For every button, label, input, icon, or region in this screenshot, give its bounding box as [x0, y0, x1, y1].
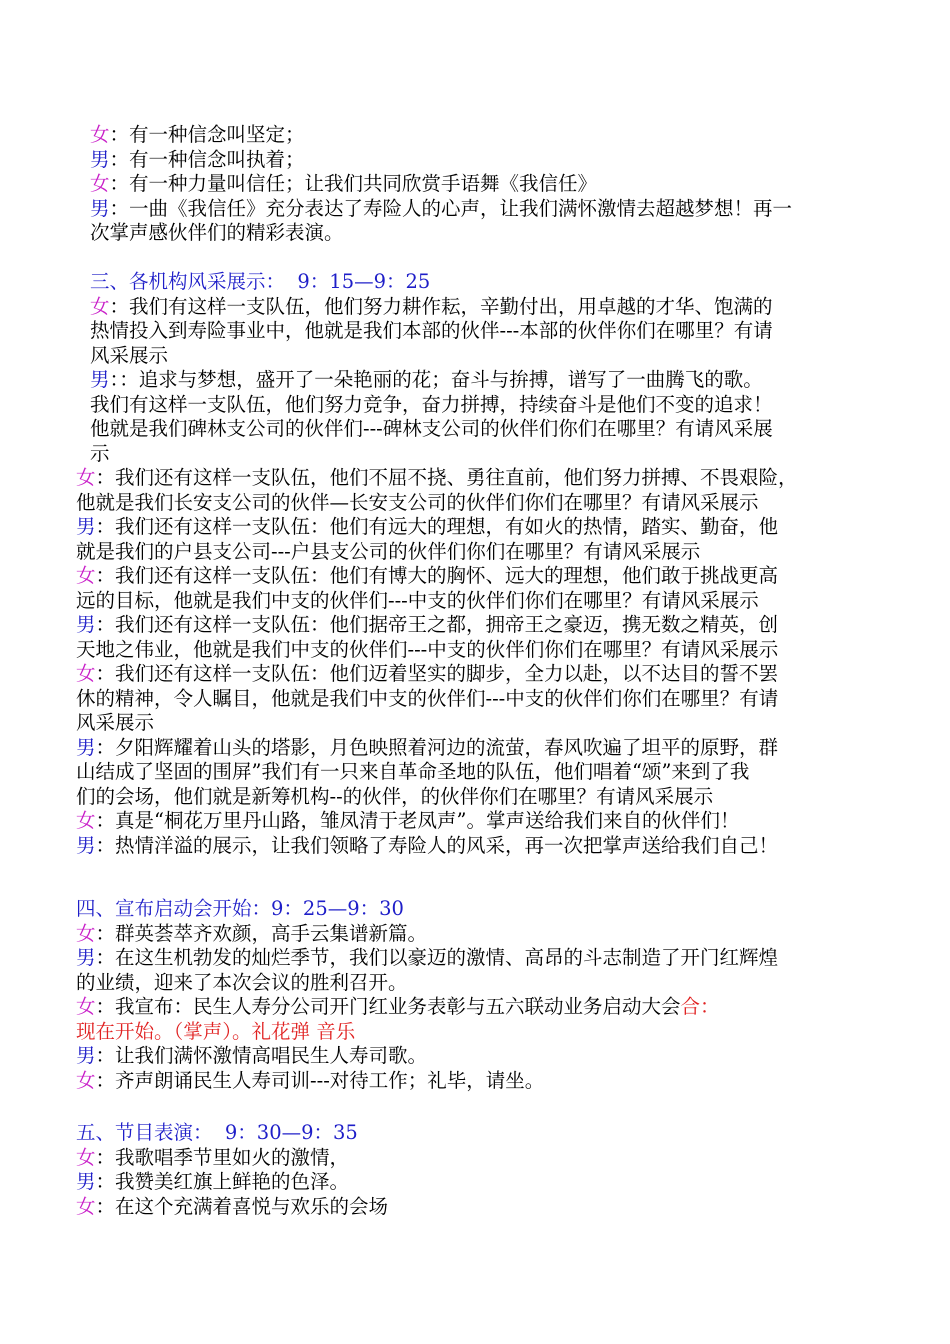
dialogue-line: 就是我们的户县支公司---户县支公司的伙伴们你们在哪里？有请风采展示	[76, 539, 701, 563]
dialogue-line: 女：我们还有这样一支队伍：他们迈着坚实的脚步，全力以赴，以不达目的誓不罢	[76, 662, 779, 685]
dialogue-line: 女：有一种信念叫坚定；	[90, 123, 305, 146]
dialogue-line: 们的会场，他们就是新筹机构--的伙伴，的伙伴你们在哪里？有请风采展示	[76, 784, 714, 808]
dialogue-line: 男：夕阳辉耀着山头的塔影，月色映照着河边的流萤，春风吹遍了坦平的原野，群	[76, 735, 779, 759]
dialogue-line: 男：我赞美红旗上鲜艳的色泽。	[76, 1170, 350, 1193]
dialogue-line: 天地之伟业，他就是我们中支的伙伴们---中支的伙伴们你们在哪里？有请风采展示	[76, 637, 779, 661]
dialogue-line: 我们有这样一支队伍，他们努力竞争，奋力拼搏，持续奋斗是他们不变的追求！	[90, 392, 773, 416]
dialogue-line: 的业绩，迎来了本次会议的胜利召开。	[76, 970, 408, 994]
dialogue-line: 示	[90, 441, 110, 465]
dialogue-line: 女：真是“桐花万里丹山路，雏凤清于老凤声”。掌声送给我们来自的伙伴们！	[76, 809, 740, 832]
dialogue-line: 女：群英荟萃齐欢颜，高手云集谱新篇。	[76, 921, 428, 945]
dialogue-line: 风采展示	[90, 343, 169, 367]
dialogue-line: 女：在这个充满着喜悦与欢乐的会场	[76, 1194, 389, 1218]
dialogue-line: 热情投入到寿险事业中，他就是我们本部的伙伴---本部的伙伴你们在哪里？有请	[90, 319, 773, 342]
dialogue-line: 男：在这生机勃发的灿烂季节，我们以豪迈的激情、高昂的斗志制造了开门红辉煌	[76, 946, 779, 969]
section-4	[76, 897, 950, 1093]
dialogue-line: 女：有一种力量叫信任；让我们共同欣赏手语舞《我信任》	[90, 172, 598, 195]
dialogue-line: 男：我们还有这样一支队伍：他们据帝王之都，拥帝王之豪迈，携无数之精英，创	[76, 613, 779, 636]
section-5	[76, 1121, 950, 1219]
section-heading: 三、各机构风采展示： 9：15—9：25	[90, 270, 431, 293]
dialogue-line: 男：让我们满怀激情高唱民生人寿司歌。	[76, 1044, 428, 1067]
section-3-continued	[76, 466, 950, 858]
section-3	[90, 270, 950, 466]
dialogue-line: 休的精神，令人瞩目，他就是我们中支的伙伴们---中支的伙伴们你们在哪里？有请	[76, 686, 779, 710]
dialogue-line: 女：我们还有这样一支队伍：他们有博大的胸怀、远大的理想，他们敢于挑战更高	[76, 564, 779, 587]
dialogue-line: 男：：追求与梦想，盛开了一朵艳丽的花；奋斗与拚搏，谱写了一曲腾飞的歌。	[90, 368, 763, 391]
dialogue-line: 山结成了坚固的围屏”我们有一只来自革命圣地的队伍，他们唱着“颂”来到了我	[76, 760, 750, 783]
section-heading: 四、宣布启动会开始：9：25—9：30	[76, 897, 404, 920]
dialogue-line: 他就是我们长安支公司的伙伴—长安支公司的伙伴们你们在哪里？有请风采展示	[76, 490, 759, 514]
dialogue-line: 次掌声感伙伴们的精彩表演。	[90, 221, 344, 244]
dialogue-line: 男：我们还有这样一支队伍：他们有远大的理想，有如火的热情，踏实、勤奋，他	[76, 515, 779, 538]
opening-dialogue	[90, 123, 950, 246]
dialogue-line: 男：一曲《我信任》充分表达了寿险人的心声，让我们满怀激情去超越梦想！再一	[90, 196, 793, 220]
dialogue-line: 他就是我们碑林支公司的伙伴们---碑林支公司的伙伴们你们在哪里？有请风采展	[90, 417, 773, 440]
dialogue-line: 女：我宣布：民生人寿分公司开门红业务表彰与五六联动业务启动大会合：	[76, 995, 720, 1018]
dialogue-line: 远的目标，他就是我们中支的伙伴们---中支的伙伴们你们在哪里？有请风采展示	[76, 588, 759, 612]
section-heading: 五、节目表演： 9：30—9：35	[76, 1121, 358, 1144]
dialogue-line: 男：热情洋溢的展示，让我们领略了寿险人的风采，再一次把掌声送给我们自己！	[76, 833, 779, 857]
dialogue-line: 风采展示	[76, 711, 155, 734]
dialogue-line: 女：我们有这样一支队伍，他们努力耕作耘，辛勤付出，用卓越的才华、饱满的	[90, 294, 773, 318]
dialogue-line: 女：我们还有这样一支队伍，他们不屈不挠、勇往直前，他们努力拼搏、不畏艰险，	[76, 466, 798, 489]
dialogue-line: 男：有一种信念叫执着；	[90, 147, 305, 171]
dialogue-line: 女：我歌唱季节里如火的激情，	[76, 1145, 350, 1169]
dialogue-line: 现在开始。（掌声）。礼花弹 音乐	[76, 1019, 356, 1043]
dialogue-line: 女：齐声朗诵民生人寿司训---对待工作；礼毕，请坐。	[76, 1068, 545, 1092]
